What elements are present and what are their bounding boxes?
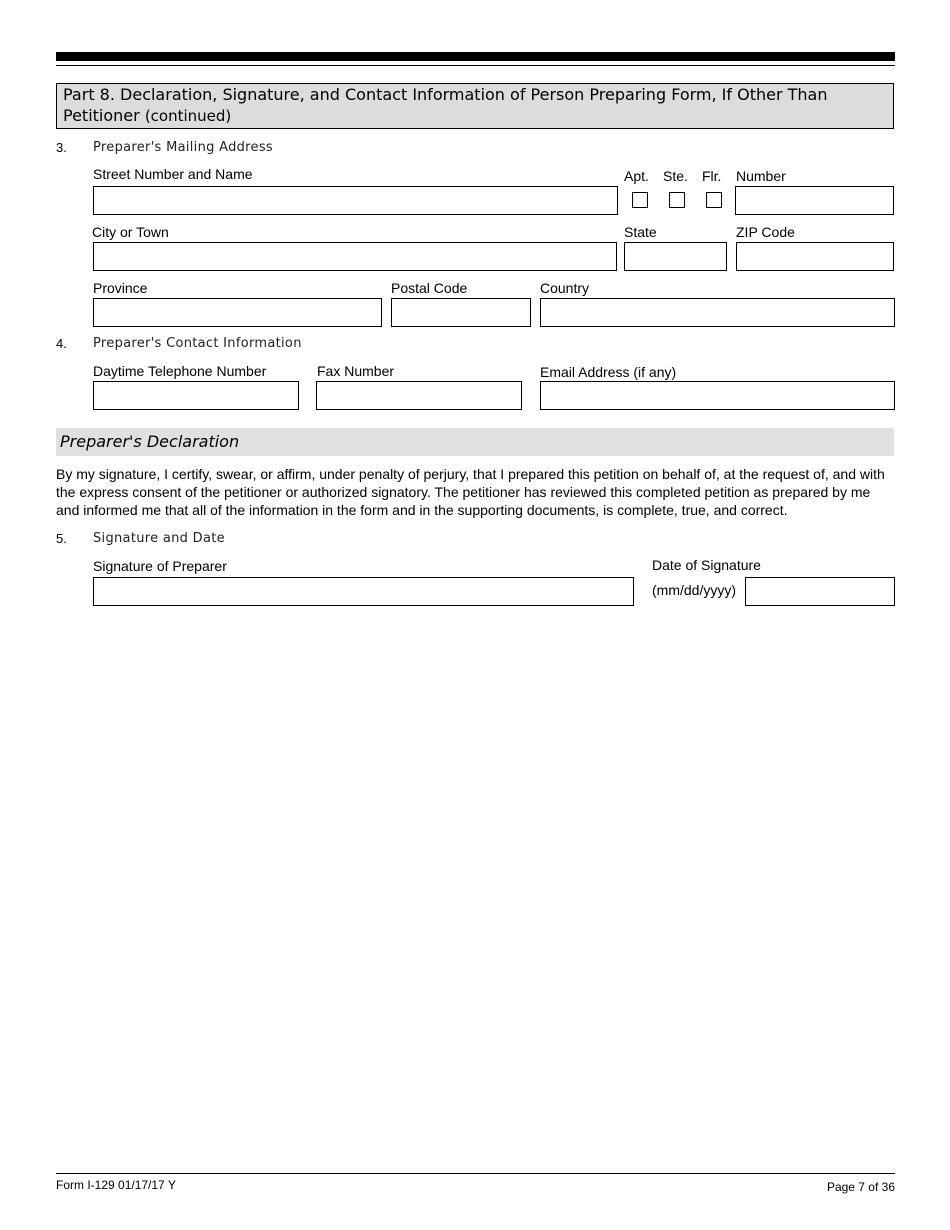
footer-rule xyxy=(56,1173,895,1174)
form-id: Form I-129 01/17/17 Y xyxy=(56,1178,176,1192)
declaration-text: By my signature, I certify, swear, or affirm, under penalty of perjury, that I prepared this petition on behalf of, at the request of, and with the express consent of the petitioner or authorized signatory. The petitioner has reviewed this completed petition as prepared by me and informed me that all of the information in the form and in the supporting documents, is complete, true, and correct. xyxy=(56,466,885,518)
state-label: State xyxy=(624,224,657,240)
email-input[interactable] xyxy=(540,381,895,410)
zip-input[interactable] xyxy=(736,242,894,271)
phone-label: Daytime Telephone Number xyxy=(93,363,267,379)
flr-label: Flr. xyxy=(702,168,722,184)
postal-label: Postal Code xyxy=(391,280,468,296)
zip-label: ZIP Code xyxy=(736,224,795,240)
country-input[interactable] xyxy=(540,298,895,327)
ste-checkbox[interactable] xyxy=(669,192,685,208)
signature-label: Signature of Preparer xyxy=(93,558,227,574)
part-continued: (continued) xyxy=(144,107,232,125)
date-label: Date of Signature xyxy=(652,557,761,573)
flr-checkbox[interactable] xyxy=(706,192,722,208)
item-5-label: Signature and Date xyxy=(93,531,225,546)
city-input[interactable] xyxy=(93,242,617,271)
email-label: Email Address (if any) xyxy=(540,364,677,380)
state-select[interactable] xyxy=(624,242,727,271)
apt-label: Apt. xyxy=(624,168,649,184)
street-label: Street Number and Name xyxy=(93,166,253,182)
postal-input[interactable] xyxy=(391,298,531,327)
number-label: Number xyxy=(736,168,786,184)
top-rule-thin xyxy=(56,65,895,66)
fax-label: Fax Number xyxy=(317,363,395,379)
province-input[interactable] xyxy=(93,298,382,327)
signature-input[interactable] xyxy=(93,577,634,606)
ste-label: Ste. xyxy=(663,168,688,184)
unit-number-input[interactable] xyxy=(735,186,894,215)
fax-input[interactable] xyxy=(316,381,522,410)
top-rule-thick xyxy=(56,52,895,61)
street-input[interactable] xyxy=(93,186,618,215)
part-title: Part 8. Declaration, Signature, and Contact Information of Person Preparing Form, If Other Than Petitioner xyxy=(63,85,828,125)
province-label: Province xyxy=(93,280,148,296)
country-label: Country xyxy=(540,280,590,296)
declaration-header: Preparer's Declaration xyxy=(56,428,894,456)
date-format-hint: (mm/dd/yyyy) xyxy=(652,582,736,598)
item-5-number: 5. xyxy=(56,531,67,546)
apt-checkbox[interactable] xyxy=(632,192,648,208)
city-label: City or Town xyxy=(92,224,169,240)
part-header xyxy=(56,83,894,129)
item-3-number: 3. xyxy=(56,140,67,155)
phone-input[interactable] xyxy=(93,381,299,410)
page-number: Page 7 of 36 xyxy=(826,1180,895,1194)
item-4-number: 4. xyxy=(56,336,67,351)
date-input[interactable] xyxy=(745,577,895,606)
item-4-label: Preparer's Contact Information xyxy=(93,336,302,351)
item-3-label: Preparer's Mailing Address xyxy=(93,140,273,155)
